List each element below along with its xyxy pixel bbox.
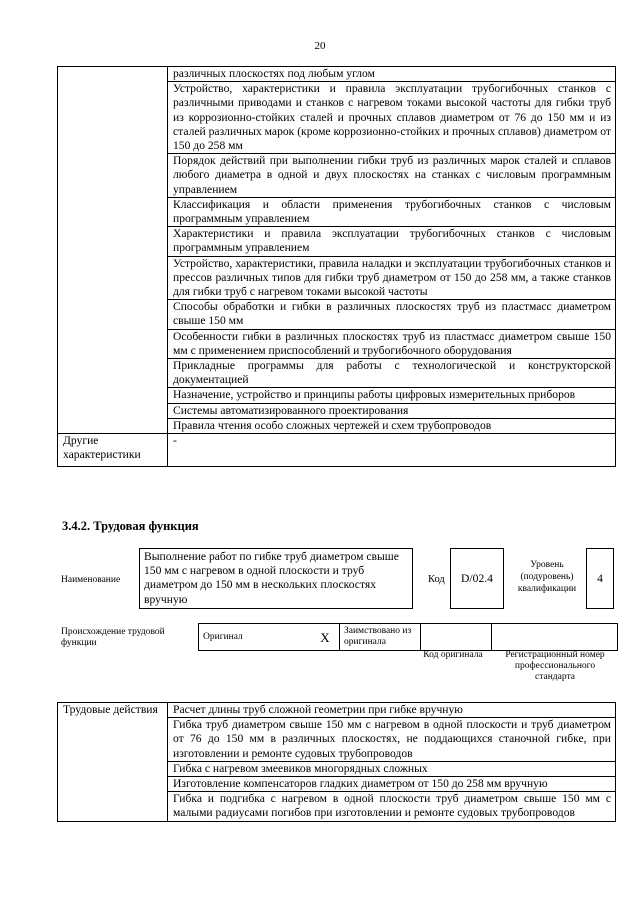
table-row (58, 329, 616, 358)
table-cell: Прикладные программы для работы с технологической и конструкторской документацией (168, 359, 616, 388)
original-label: Оригинал (199, 624, 312, 651)
row-label-empty (58, 418, 168, 433)
other-characteristics-label: Другие характеристики (58, 434, 168, 467)
table-cell: Гибка труб диаметром свыше 150 мм с нагревом в одной плоскости и труб диаметром от 76 до 150 мм в различных плоскостях, не поддающихся станочной гибке, при изготовлении и ремонте судовых трубопроводов (168, 718, 616, 762)
other-characteristics-value: - (168, 434, 616, 467)
table-cell: Назначение, устройство и принципы работы цифровых измерительных приборов (168, 388, 616, 403)
table-row (199, 624, 618, 651)
table-cell: различных плоскостях под любым углом (168, 67, 616, 82)
table-cell: Изготовление компенсаторов гладких диаметром от 150 до 258 мм вручную (168, 777, 616, 792)
labor-actions-table (57, 702, 616, 822)
table-row (58, 388, 616, 403)
labor-actions-label: Трудовые действия (58, 703, 168, 822)
page-number: 20 (314, 40, 326, 52)
borrowed-label: Заимствовано из оригинала (340, 624, 421, 651)
level-label: Уровень (подуровень) квалификации (517, 560, 577, 594)
table-row (58, 197, 616, 226)
table-cell: Правила чтения особо сложных чертежей и схем трубопроводов (168, 418, 616, 433)
row-label-empty (58, 227, 168, 256)
origin-table (198, 623, 618, 651)
table-cell: Классификация и области применения трубогибочных станков с числовым программным управлением (168, 197, 616, 226)
table-row (58, 82, 616, 154)
table-cell: Устройство, характеристики, правила наладки и эксплуатации трубогибочных станков и прессов различных типов для гибки труб диаметром от 150 до 258 мм, а также станков для гибки труб с нагревом токами высокой частоты (168, 256, 616, 300)
row-label-empty (58, 388, 168, 403)
table-cell: Расчет длины труб сложной геометрии при гибке вручную (168, 703, 616, 718)
table-row (58, 418, 616, 433)
table-cell: Особенности гибки в различных плоскостях труб из пластмасс диаметром свыше 150 мм с применением приспособлений и трубогибочного оборудования (168, 329, 616, 358)
table-cell: Характеристики и правила эксплуатации трубогибочных станков с числовым программным управлением (168, 227, 616, 256)
row-label-empty (58, 256, 168, 300)
table-cell: Устройство, характеристики и правила эксплуатации трубогибочных станков с различными приводами и станков с нагревом токами высокой частоты для гибки труб из коррозионно-стойких сталей и прочных сплавов диаметром от 76 до 150 мм и из сталей различных марок (кроме коррозионно-стойких и прочных сплавов) диаметром от 150 до 258 мм (168, 82, 616, 154)
table-row (58, 703, 616, 718)
row-label-empty (58, 300, 168, 329)
table-row-other (58, 434, 616, 467)
row-label-empty (58, 359, 168, 388)
code-original-caption: Код оригинала (423, 650, 483, 660)
table-cell: Гибка и подгибка с нагревом в одной плоскости труб диаметром свыше 150 мм с малыми радиусами погибов при изготовлении и ремонте судовых трубопроводов (168, 792, 616, 821)
row-label-empty (58, 67, 168, 82)
code-label: Код (428, 574, 445, 585)
origin-label: Происхождение трудовой функции (61, 627, 165, 648)
table-row (58, 403, 616, 418)
row-label-empty (58, 403, 168, 418)
table-cell: Гибка с нагревом змеевиков многорядных сложных (168, 761, 616, 776)
original-mark: X (311, 624, 340, 651)
table-cell: Способы обработки и гибки в различных плоскостях труб из пластмасс диаметром свыше 150 мм (168, 300, 616, 329)
table-row (58, 154, 616, 198)
reg-number-caption: Регистрационный номер профессионального стандарта (505, 650, 605, 682)
row-label-empty (58, 82, 168, 154)
row-label-empty (58, 197, 168, 226)
reg-number-cell (492, 624, 618, 651)
table-row (58, 359, 616, 388)
required-knowledge-table (57, 66, 616, 467)
function-name-box: Выполнение работ по гибке труб диаметром свыше 150 мм с нагревом в одной плоскости и труб диаметром до 150 мм в нескольких плоскостях вручную (139, 548, 413, 609)
table-row (58, 256, 616, 300)
table-cell: Системы автоматизированного проектирования (168, 403, 616, 418)
table-cell: Порядок действий при выполнении гибки труб из различных марок сталей и сплавов любого диаметра в одной и двух плоскостях на станках с числовым программным управлением (168, 154, 616, 198)
table-row (58, 67, 616, 82)
table-row (58, 227, 616, 256)
code-original-cell (421, 624, 492, 651)
name-label: Наименование (61, 575, 121, 585)
code-value-box: D/02.4 (450, 548, 504, 609)
row-label-empty (58, 154, 168, 198)
section-title: 3.4.2. Трудовая функция (62, 519, 199, 533)
row-label-empty (58, 329, 168, 358)
table-row (58, 300, 616, 329)
level-value-box: 4 (586, 548, 614, 609)
